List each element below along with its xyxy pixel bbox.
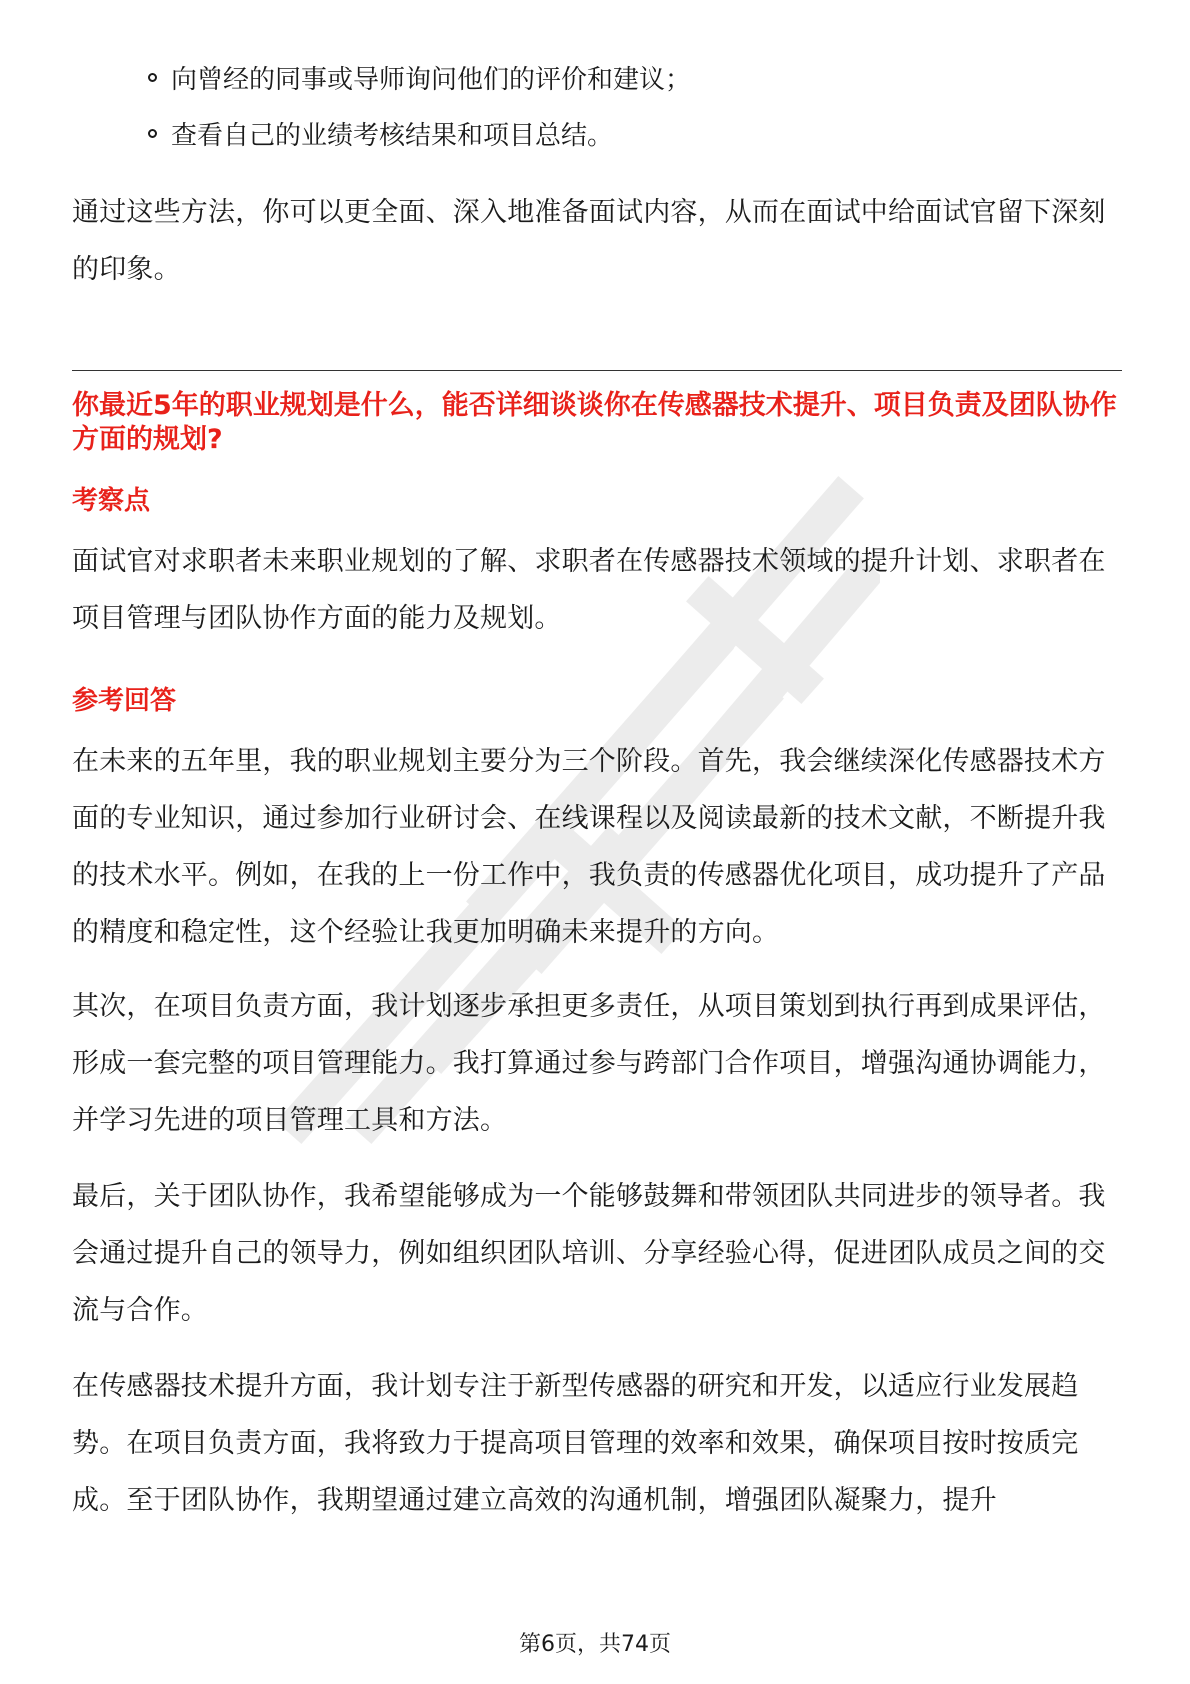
list-item bbox=[148, 113, 613, 153]
answer-paragraph-1: 在未来的五年里，我的职业规划主要分为三个阶段。首先，我会继续深化传感器技术方面的专业知识，通过参加行业研讨会、在线课程以及阅读最新的技术文献，不断提升我的技术水平。例如，在我的上一份工作中，我负责的传感器优化项目，成功提升了产品的精度和稳定性，这个经验让我更加明确未来提升的方向。 bbox=[72, 746, 1106, 948]
list-item bbox=[148, 57, 691, 97]
question-heading: 你最近5年的职业规划是什么，能否详细谈谈你在传感器技术提升、项目负责及团队协作方面的规划? bbox=[72, 390, 1117, 455]
page-number: 第6页，共74页 bbox=[519, 1632, 671, 1657]
answer-label: 参考回答 bbox=[72, 686, 177, 716]
bullet-icon bbox=[148, 129, 157, 138]
answer-paragraph-2: 其次，在项目负责方面，我计划逐步承担更多责任，从项目策划到执行再到成果评估，形成一套完整的项目管理能力。我打算通过参与跨部门合作项目，增强沟通协调能力，并学习先进的项目管理工具和方法。 bbox=[72, 991, 1106, 1136]
list-item-text: 向曾经的同事或导师询问他们的评价和建议； bbox=[171, 64, 692, 95]
focus-label: 考察点 bbox=[72, 486, 151, 516]
answer-paragraph-3: 最后，关于团队协作，我希望能够成为一个能够鼓舞和带领团队共同进步的领导者。我会通过提升自己的领导力，例如组织团队培训、分享经验心得，促进团队成员之间的交流与合作。 bbox=[72, 1181, 1106, 1326]
summary-paragraph: 通过这些方法，你可以更全面、深入地准备面试内容，从而在面试中给面试官留下深刻的印象。 bbox=[72, 197, 1106, 285]
focus-paragraph: 面试官对求职者未来职业规划的了解、求职者在传感器技术领域的提升计划、求职者在项目管理与团队协作方面的能力及规划。 bbox=[72, 546, 1106, 634]
section-divider bbox=[72, 370, 1122, 371]
bullet-icon bbox=[148, 73, 157, 82]
list-item-text: 查看自己的业绩考核结果和项目总结。 bbox=[171, 120, 614, 151]
answer-paragraph-4: 在传感器技术提升方面，我计划专注于新型传感器的研究和开发，以适应行业发展趋势。在项目负责方面，我将致力于提高项目管理的效率和效果，确保项目按时按质完成。至于团队协作，我期望通过建立高效的沟通机制，增强团队凝聚力，提升 bbox=[72, 1371, 1079, 1516]
